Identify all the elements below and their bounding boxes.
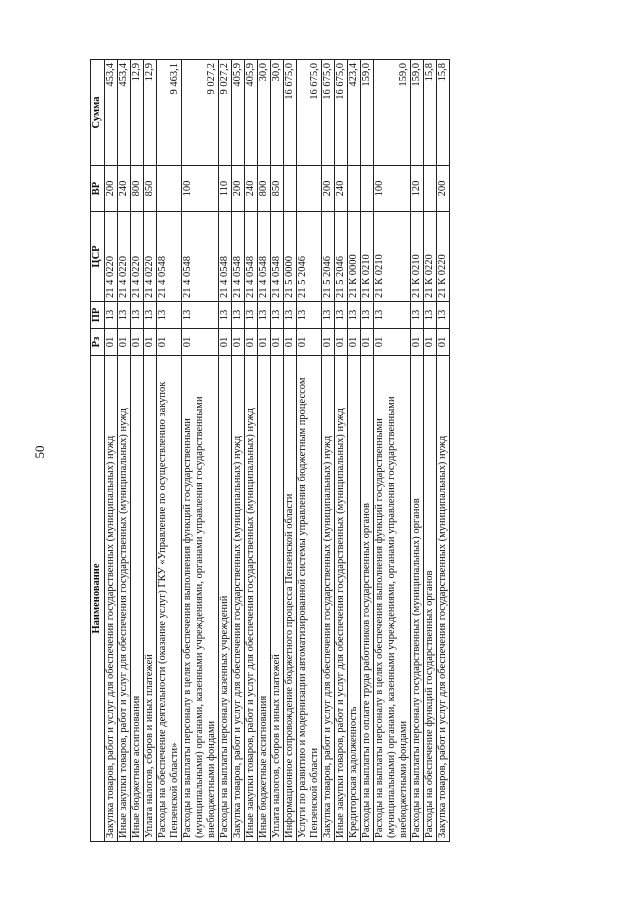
cell-pr: 13 — [374, 302, 411, 329]
cell-name: Расходы на обеспечение функций государственных органов — [424, 356, 437, 842]
cell-csr: 21 К 0220 — [424, 212, 437, 302]
cell-rz: 01 — [245, 329, 258, 356]
table-row — [157, 60, 182, 842]
cell-csr: 21 К 0000 — [348, 212, 361, 302]
cell-rz: 01 — [297, 329, 322, 356]
cell-csr: 21 4 0548 — [271, 212, 284, 302]
table-row — [232, 60, 245, 842]
cell-name: Закупка товаров, работ и услуг для обеспечения государственных (муниципальных) нужд — [232, 356, 245, 842]
cell-sum: 30,0 — [258, 60, 271, 166]
table-body — [105, 60, 450, 842]
cell-rz: 01 — [258, 329, 271, 356]
cell-sum: 405,9 — [232, 60, 245, 166]
header-name: Наименование — [91, 356, 105, 842]
table-row — [219, 60, 232, 842]
cell-pr: 13 — [322, 302, 335, 329]
rotated-page — [90, 60, 450, 842]
cell-vr: 200 — [437, 166, 450, 212]
cell-rz: 01 — [424, 329, 437, 356]
header-vr: ВР — [91, 166, 105, 212]
table-row — [131, 60, 144, 842]
table-row — [437, 60, 450, 842]
cell-sum: 16 675,0 — [335, 60, 348, 166]
cell-csr: 21 5 2046 — [322, 212, 335, 302]
cell-rz: 01 — [284, 329, 297, 356]
cell-csr: 21 5 2046 — [297, 212, 322, 302]
cell-rz: 01 — [411, 329, 424, 356]
cell-rz: 01 — [348, 329, 361, 356]
table-row — [271, 60, 284, 842]
cell-name: Закупка товаров, работ и услуг для обеспечения государственных (муниципальных) нужд — [437, 356, 450, 842]
table-row — [322, 60, 335, 842]
cell-pr: 13 — [232, 302, 245, 329]
cell-sum: 453,4 — [118, 60, 131, 166]
cell-vr — [157, 166, 182, 212]
cell-sum: 16 675,0 — [284, 60, 297, 166]
cell-pr: 13 — [424, 302, 437, 329]
cell-rz: 01 — [374, 329, 411, 356]
cell-name: Расходы на выплаты персоналу в целях обеспечения выполнения функций государственными (муниципальными) органами, казенными учреждениями, органами управления государственными внебюджетными фондами — [374, 356, 411, 842]
cell-rz: 01 — [157, 329, 182, 356]
cell-pr: 13 — [118, 302, 131, 329]
cell-sum: 12,9 — [144, 60, 157, 166]
cell-vr: 200 — [105, 166, 118, 212]
cell-rz: 01 — [437, 329, 450, 356]
header-rz: Рз — [91, 329, 105, 356]
table-row — [411, 60, 424, 842]
cell-vr — [284, 166, 297, 212]
table-row — [335, 60, 348, 842]
cell-pr: 13 — [297, 302, 322, 329]
header-csr: ЦСР — [91, 212, 105, 302]
cell-vr: 240 — [118, 166, 131, 212]
cell-rz: 01 — [118, 329, 131, 356]
cell-csr: 21 4 0548 — [258, 212, 271, 302]
cell-vr: 100 — [374, 166, 411, 212]
cell-rz: 01 — [144, 329, 157, 356]
cell-name: Иные бюджетные ассигнования — [131, 356, 144, 842]
cell-csr: 21 4 0548 — [219, 212, 232, 302]
cell-vr — [348, 166, 361, 212]
cell-sum: 9 027,2 — [219, 60, 232, 166]
cell-name: Расходы на выплаты персоналу государственных (муниципальных) органов — [411, 356, 424, 842]
cell-csr: 21 4 0220 — [144, 212, 157, 302]
table-row — [284, 60, 297, 842]
cell-pr: 13 — [219, 302, 232, 329]
cell-csr: 21 К 0210 — [411, 212, 424, 302]
cell-name: Расходы на обеспечение деятельности (оказание услуг) ГКУ «Управление по осуществлению закупок Пензенской области» — [157, 356, 182, 842]
cell-vr: 110 — [219, 166, 232, 212]
cell-sum: 15,8 — [424, 60, 437, 166]
cell-pr: 13 — [245, 302, 258, 329]
cell-rz: 01 — [131, 329, 144, 356]
cell-name: Расходы на выплаты по оплате труда работников государственных органов — [361, 356, 374, 842]
cell-vr — [424, 166, 437, 212]
cell-pr: 13 — [348, 302, 361, 329]
cell-rz: 01 — [232, 329, 245, 356]
cell-pr: 13 — [105, 302, 118, 329]
cell-name: Расходы на выплаты персоналу казенных учреждений — [219, 356, 232, 842]
cell-name: Кредиторская задолженность — [348, 356, 361, 842]
table-row — [258, 60, 271, 842]
cell-name: Закупка товаров, работ и услуг для обеспечения государственных (муниципальных) нужд — [105, 356, 118, 842]
cell-pr: 13 — [131, 302, 144, 329]
header-sum: Сумма — [91, 60, 105, 166]
cell-pr: 13 — [361, 302, 374, 329]
table-row — [105, 60, 118, 842]
cell-sum: 159,0 — [411, 60, 424, 166]
cell-name: Иные закупки товаров, работ и услуг для обеспечения государственных (муниципальных) нужд — [118, 356, 131, 842]
cell-pr: 13 — [157, 302, 182, 329]
cell-vr: 200 — [232, 166, 245, 212]
cell-csr: 21 4 0548 — [245, 212, 258, 302]
table-row — [297, 60, 322, 842]
cell-pr: 13 — [335, 302, 348, 329]
cell-vr: 100 — [182, 166, 219, 212]
cell-vr: 850 — [271, 166, 284, 212]
cell-csr: 21 К 0210 — [361, 212, 374, 302]
header-pr: ПР — [91, 302, 105, 329]
cell-vr: 800 — [258, 166, 271, 212]
budget-table — [90, 59, 450, 842]
cell-vr: 240 — [335, 166, 348, 212]
cell-pr: 13 — [182, 302, 219, 329]
cell-csr: 21 4 0220 — [131, 212, 144, 302]
cell-csr: 21 4 0548 — [182, 212, 219, 302]
cell-sum: 159,0 — [361, 60, 374, 166]
cell-vr: 240 — [245, 166, 258, 212]
cell-pr: 13 — [258, 302, 271, 329]
cell-csr: 21 5 0000 — [284, 212, 297, 302]
cell-rz: 01 — [219, 329, 232, 356]
table-row — [348, 60, 361, 842]
cell-vr: 850 — [144, 166, 157, 212]
page-number: 50 — [32, 445, 47, 459]
cell-sum: 16 675,0 — [297, 60, 322, 166]
cell-rz: 01 — [322, 329, 335, 356]
table-row — [374, 60, 411, 842]
table-header-row — [91, 60, 105, 842]
cell-pr: 13 — [144, 302, 157, 329]
cell-name: Уплата налогов, сборов и иных платежей — [144, 356, 157, 842]
cell-rz: 01 — [271, 329, 284, 356]
cell-csr: 21 4 0548 — [232, 212, 245, 302]
cell-sum: 423,4 — [348, 60, 361, 166]
table-row — [245, 60, 258, 842]
cell-sum: 15,8 — [437, 60, 450, 166]
cell-name: Иные закупки товаров, работ и услуг для обеспечения государственных (муниципальных) нужд — [335, 356, 348, 842]
cell-csr: 21 4 0220 — [118, 212, 131, 302]
cell-vr: 200 — [322, 166, 335, 212]
cell-vr: 120 — [411, 166, 424, 212]
cell-name: Уплата налогов, сборов и иных платежей — [271, 356, 284, 842]
cell-csr: 21 К 0210 — [374, 212, 411, 302]
cell-name: Услуги по развитию и модернизации автоматизированной системы управления бюджетным процессом Пензенской области — [297, 356, 322, 842]
table-row — [361, 60, 374, 842]
cell-name: Информационное сопровождение бюджетного процесса Пензенской области — [284, 356, 297, 842]
cell-pr: 13 — [284, 302, 297, 329]
cell-sum: 159,0 — [374, 60, 411, 166]
cell-name: Закупка товаров, работ и услуг для обеспечения государственных (муниципальных) нужд — [322, 356, 335, 842]
cell-vr: 800 — [131, 166, 144, 212]
cell-csr: 21 К 0220 — [437, 212, 450, 302]
cell-sum: 453,4 — [105, 60, 118, 166]
cell-rz: 01 — [182, 329, 219, 356]
cell-sum: 12,9 — [131, 60, 144, 166]
cell-vr — [361, 166, 374, 212]
cell-rz: 01 — [361, 329, 374, 356]
cell-name: Иные бюджетные ассигнования — [258, 356, 271, 842]
cell-sum: 9 027,2 — [182, 60, 219, 166]
table-row — [144, 60, 157, 842]
cell-csr: 21 5 2046 — [335, 212, 348, 302]
cell-csr: 21 4 0548 — [157, 212, 182, 302]
cell-sum: 9 463,1 — [157, 60, 182, 166]
cell-sum: 405,9 — [245, 60, 258, 166]
table-row — [424, 60, 437, 842]
cell-vr — [297, 166, 322, 212]
cell-pr: 13 — [411, 302, 424, 329]
cell-pr: 13 — [437, 302, 450, 329]
cell-csr: 21 4 0220 — [105, 212, 118, 302]
table-row — [118, 60, 131, 842]
cell-sum: 16 675,0 — [322, 60, 335, 166]
cell-pr: 13 — [271, 302, 284, 329]
cell-name: Иные закупки товаров, работ и услуг для обеспечения государственных (муниципальных) нужд — [245, 356, 258, 842]
cell-sum: 30,0 — [271, 60, 284, 166]
table-row — [182, 60, 219, 842]
cell-rz: 01 — [105, 329, 118, 356]
cell-rz: 01 — [335, 329, 348, 356]
cell-name: Расходы на выплаты персоналу в целях обеспечения выполнения функций государственными (муниципальными) органами, казенными учреждениями, органами управления государственными внебюджетными фондами — [182, 356, 219, 842]
